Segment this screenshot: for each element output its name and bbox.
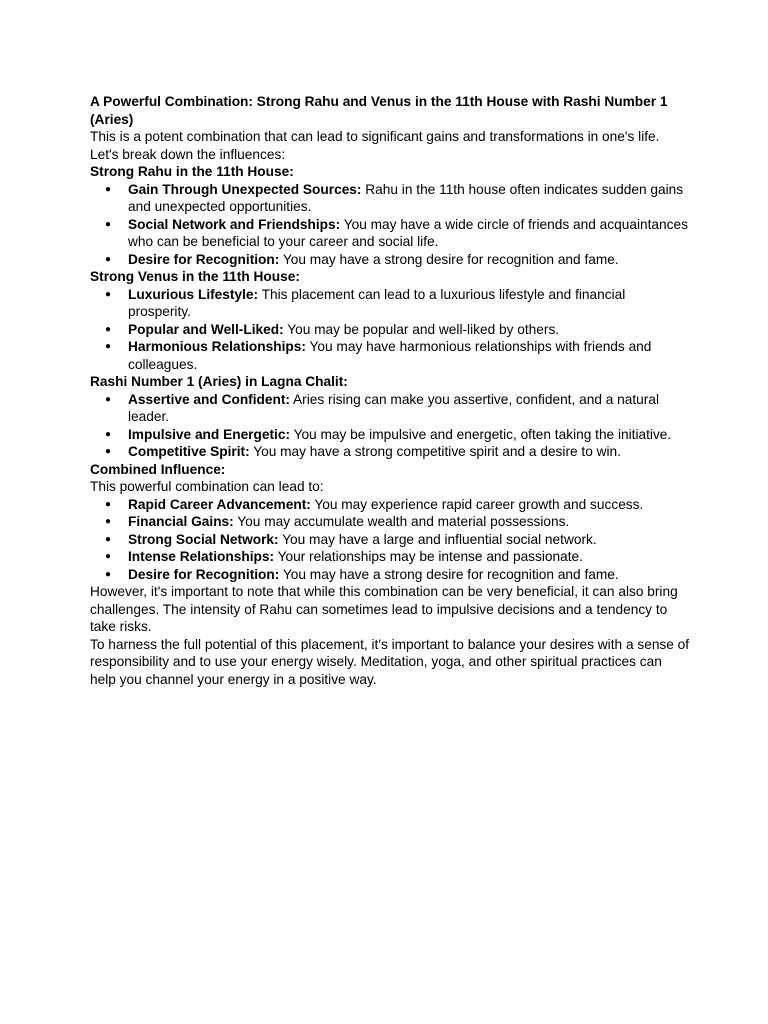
venus-bullet-list (90, 286, 690, 374)
list-item-text: You may have harmonious relationships with friends and colleagues. (128, 339, 652, 372)
list-item-text: You may be impulsive and energetic, often taking the initiative. (290, 426, 672, 442)
list-item-text: You may have a strong competitive spirit and a desire to win. (249, 444, 621, 459)
list-item-term: Strong Social Network: (128, 531, 279, 547)
aries-bullet-list (90, 391, 690, 461)
list-item-term: Impulsive and Energetic: (128, 426, 291, 442)
list-item-text: You may experience rapid career growth and success. (310, 496, 644, 512)
combined-lead-text: This powerful combination can lead to: (90, 479, 324, 494)
list-item (90, 443, 690, 461)
list-item-term: Luxurious Lifestyle: (128, 286, 259, 302)
list-item-term: Financial Gains: (128, 514, 234, 529)
list-item (90, 531, 690, 549)
list-item-text: Your relationships may be intense and passionate. (274, 549, 583, 564)
combined-bullet-list (90, 496, 690, 584)
combined-section-heading: Combined Influence: (90, 461, 226, 477)
caution-paragraph: However, it's important to note that while this combination can be very beneficial, it can also bring challenges. The intensity of Rahu can sometimes lead to impulsive decisions and a tendency to take risks. (90, 584, 678, 634)
list-item (90, 251, 690, 269)
list-item-term: Harmonious Relationships: (128, 339, 306, 354)
list-item (90, 566, 690, 584)
list-item (90, 181, 690, 216)
list-item (90, 426, 690, 444)
list-item (90, 391, 690, 426)
aries-section-heading: Rashi Number 1 (Aries) in Lagna Chalit: (90, 374, 348, 389)
document-page (90, 93, 690, 688)
list-item-text: You may be popular and well-liked by others. (283, 321, 560, 337)
list-item-term: Assertive and Confident: (128, 391, 290, 407)
list-item-text: You may have a strong desire for recognition and fame. (279, 566, 619, 582)
list-item (90, 548, 690, 566)
list-item-term: Competitive Spirit: (128, 444, 250, 459)
list-item-text: This placement can lead to a luxurious lifestyle and financial prosperity. (128, 286, 626, 319)
list-item (90, 321, 690, 339)
list-item (90, 513, 690, 531)
list-item-term: Desire for Recognition: (128, 251, 280, 267)
list-item-term: Rapid Career Advancement: (128, 496, 311, 512)
list-item-text: You may have a wide circle of friends and acquaintances who can be beneficial to your career and social life. (128, 216, 688, 249)
list-item (90, 286, 690, 321)
venus-section-heading: Strong Venus in the 11th House: (90, 269, 300, 284)
list-item-text: Rahu in the 11th house often indicates sudden gains and unexpected opportunities. (128, 181, 684, 214)
list-item-term: Desire for Recognition: (128, 566, 280, 582)
advice-paragraph: To harness the full potential of this placement, it's important to balance your desires with a sense of responsibility and to use your energy wisely. Meditation, yoga, and other spiritual practices can help you channel your energy in a positive way. (90, 636, 690, 687)
list-item (90, 496, 690, 514)
list-item (90, 216, 690, 251)
list-item-text: You may have a large and influential social network. (278, 531, 597, 547)
list-item-term: Social Network and Friendships: (128, 216, 341, 232)
rahu-section-heading: Strong Rahu in the 11th House: (90, 164, 294, 179)
list-item-term: Popular and Well-Liked: (128, 321, 284, 337)
list-item-text: You may have a strong desire for recognition and fame. (279, 251, 619, 267)
rahu-bullet-list (90, 181, 690, 269)
list-item-text: You may accumulate wealth and material possessions. (233, 514, 570, 529)
list-item-text: Aries rising can make you assertive, confident, and a natural leader. (128, 391, 660, 424)
intro-paragraph: This is a potent combination that can lead to significant gains and transformations in one's life. Let's break down the influences: (90, 129, 660, 162)
list-item-term: Intense Relationships: (128, 549, 275, 564)
list-item-term: Gain Through Unexpected Sources: (128, 181, 362, 197)
document-title: A Powerful Combination: Strong Rahu and Venus in the 11th House with Rashi Number 1 (Aries) (90, 94, 668, 127)
list-item (90, 338, 690, 373)
